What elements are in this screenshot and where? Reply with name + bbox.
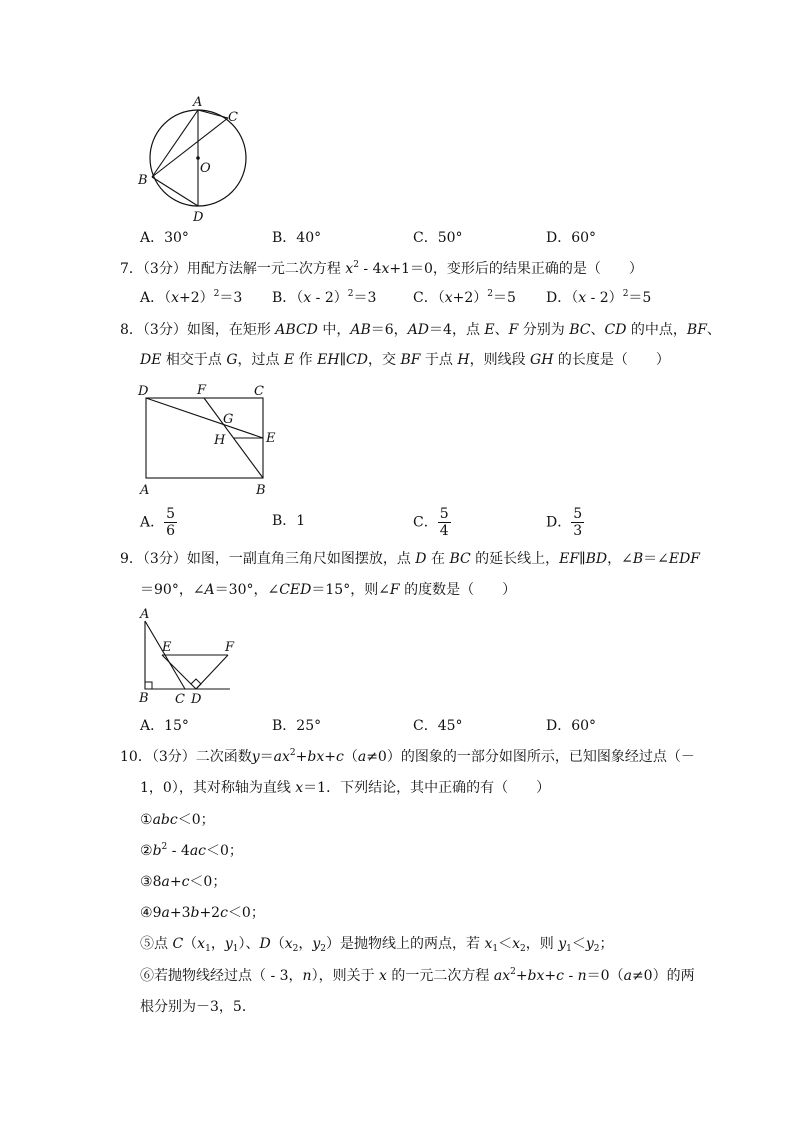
q10-stem-line2: 1，0），其对称轴为直线 x＝1．下列结论，其中正确的有（ ） bbox=[140, 780, 551, 796]
q10-item-3: ③8a+c＜0； bbox=[140, 874, 227, 890]
q9-option-c: C．45° bbox=[413, 718, 463, 734]
q8-stem-line1: 8．（3分）如图，在矩形 ABCD 中，AB＝6，AD＝4，点 E、F 分别为 BC、CD 的中点，BF、 bbox=[120, 322, 721, 338]
q8-option-c: C． $\frac{5}{4}$ bbox=[413, 506, 449, 539]
q8-rectangle-figure bbox=[130, 378, 290, 498]
segment-bd bbox=[152, 177, 198, 206]
segment-bc bbox=[152, 118, 228, 177]
q9-option-b: B．25° bbox=[272, 718, 322, 734]
q7-option-b: B．（x - 2）$^2$＝3 bbox=[272, 289, 377, 306]
q6-option-c: C．50° bbox=[413, 230, 463, 246]
label-b: B bbox=[139, 691, 149, 706]
label-c: C bbox=[254, 384, 264, 399]
q7-option-d: D．（x - 2）$^2$＝5 bbox=[546, 289, 652, 306]
segment-ac bbox=[198, 110, 228, 118]
q10-item-4: ④9a+3b+2c＜0； bbox=[140, 905, 265, 921]
label-a: A bbox=[193, 95, 203, 110]
segment-ab bbox=[152, 110, 198, 177]
label-c: C bbox=[175, 692, 185, 707]
q9-option-d: D．60° bbox=[546, 718, 597, 734]
label-c: C bbox=[228, 110, 238, 125]
q8-option-b: B．1 bbox=[272, 513, 306, 529]
segment-ed bbox=[162, 655, 196, 689]
q7-option-c: C．$(x+2)^2=5$ bbox=[413, 289, 516, 306]
fraction: $\frac{5}{4}$ bbox=[439, 506, 449, 539]
q9-stem-line1: 9．（3分）如图，一副直角三角尺如图摆放，点 D 在 BC 的延长线上，EF∥BD，∠B＝∠EDF bbox=[120, 551, 701, 567]
q6-option-d: D．60° bbox=[546, 230, 597, 246]
q9-option-a: A．15° bbox=[140, 718, 189, 734]
label-d: D bbox=[191, 692, 202, 707]
q9-stem-line2: ＝90°，∠A＝30°，∠CED＝15°，则∠F 的度数是（ ） bbox=[140, 582, 517, 598]
q10-item-6: ⑥若抛物线经过点（ - 3，n），则关于 x 的一元二次方程 $ax^2+bx+c - n=0(a\ne 0)$的两 bbox=[140, 967, 695, 984]
q6-circle-figure bbox=[130, 90, 260, 225]
label-b: B bbox=[138, 173, 148, 188]
fraction: $\frac{5}{3}$ bbox=[573, 506, 583, 539]
label-b: B bbox=[256, 483, 266, 498]
label-f: F bbox=[225, 640, 235, 655]
label-d: D bbox=[193, 210, 204, 225]
label-h: H bbox=[214, 433, 226, 448]
q10-item-1: ①abc＜0； bbox=[140, 812, 215, 828]
q10-item-2: $②b^2 - 4ac<0$； bbox=[140, 842, 243, 859]
q10-item-5: ⑤点 $C(x_1$，$y_1$）、$D(x_2$，$y_2$）是抛物线上的两点，若 $x_1<x_2$，则 $y_1<y_2$； bbox=[140, 936, 614, 954]
q8-option-d: D． $\frac{5}{3}$ bbox=[546, 506, 583, 539]
label-d: D bbox=[138, 384, 149, 399]
fraction: $\frac{5}{6}$ bbox=[166, 506, 176, 539]
q10-stem-line1: 10．（3分）二次函数$y=ax^2+bx+c(a\ne 0)$的图象的一部分如图所示，已知图象经过点（－ bbox=[120, 748, 695, 765]
segment-de bbox=[146, 398, 263, 438]
right-angle-mark-d bbox=[191, 679, 201, 689]
q10-item-6-line2: 根分别为－3，5． bbox=[140, 999, 256, 1015]
label-e: E bbox=[266, 431, 276, 446]
label-a: A bbox=[140, 483, 150, 498]
right-angle-mark-b bbox=[145, 682, 152, 689]
label-a: A bbox=[140, 607, 150, 622]
center-point bbox=[196, 156, 200, 160]
label-g: G bbox=[223, 412, 234, 427]
label-o: O bbox=[200, 161, 211, 176]
q6-option-b: B．40° bbox=[272, 230, 322, 246]
q7-stem: 7．（3分）用配方法解一元二次方程 $x^2 - 4x+1=0$，变形后的结果正确的是（ ） bbox=[120, 260, 643, 277]
q6-option-a: A．30° bbox=[140, 230, 189, 246]
q8-option-a: A． $\frac{5}{6}$ bbox=[140, 506, 176, 539]
label-f: F bbox=[197, 383, 207, 398]
q7-option-a: A．$(x+2)^2=3$ bbox=[140, 289, 243, 306]
label-e: E bbox=[162, 640, 172, 655]
q8-stem-line2: DE 相交于点 G，过点 E 作 EH∥CD，交 BF 于点 H，则线段 GH 的长度是（ ） bbox=[140, 352, 670, 368]
q9-triangle-figure bbox=[130, 603, 240, 708]
